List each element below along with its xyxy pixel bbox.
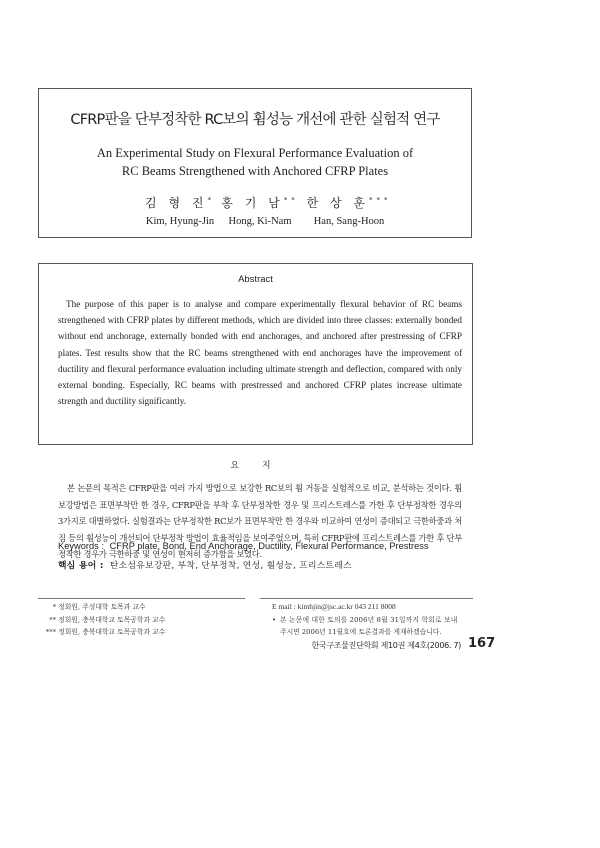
author-3-name-ko: 한 상 훈 bbox=[306, 196, 369, 210]
author-2-mark: ** bbox=[283, 196, 299, 204]
abstract-body: The purpose of this paper is to analyse and compare experimentally flexural behavior of RC beams strengthened with CFRP plates by different methods, which are divided into three classes: externally bonded without end anchorage, externally bonded with end anchorages, and anchored after prestressing of CFRP plates. Test results show that the RC beams strengthened with end anchorages have the improvement of ductility and flexural performance evaluation including ultimate strength and deflection, compared with only external bonding. Especially, RC beams with prestressed and anchored CFRP plates increase ultimate strength and ductility significantly. bbox=[58, 299, 462, 407]
yoji-heading: 요 지 bbox=[230, 461, 281, 471]
footnotes-left bbox=[38, 601, 248, 639]
note-line-1: 본 논문에 대한 토의를 2006년 8월 31일까지 학회로 보내 bbox=[280, 615, 458, 624]
author-1-name-en: Kim, Hyung-Jin bbox=[145, 216, 215, 227]
keywords-ko-label: 핵심 용어 : bbox=[58, 561, 104, 571]
author-1-name-ko: 김 형 진 bbox=[145, 196, 208, 210]
note-bullet: • bbox=[272, 615, 277, 624]
footnote-3: *** 정회원, 충북대학교 토목공학과 교수 bbox=[45, 628, 166, 636]
note-line-2: 주시면 2006년 11월호에 토론결과를 게재하겠습니다. bbox=[280, 628, 442, 636]
keywords-ko-line bbox=[58, 558, 352, 571]
abstract-heading: Abstract bbox=[238, 274, 273, 285]
yoji-body: 본 논문의 목적은 CFRP판을 여러 가지 방법으로 보강한 RC보의 휨 거동을 실험적으로 비교, 분석하는 것이다. 휨 보강방법은 표면부착만 한 경우, CFRP판을 부착 후 단부정착한 경우 및 프리스트레스를 가한 후 단부정착한 경우의 3가지로 대별하였다. 실험결과는 단부정착한 RC보가 표면부착만 한 경우와 비교하여 연성이 증대되고 극한하중과 처짐 등의 휨성능이 개선되어 단부정착 방법이 효율적임을 보여주었으며, 특히 CFRP판에 프리스트레스를 가한 후 단부정착한 경우가 극한하중 및 연성이 현저히 증가함을 보였다. bbox=[58, 483, 462, 560]
footnote-2: ** 정회원, 충북대학교 토목공학과 교수 bbox=[49, 615, 166, 624]
footnote-1: * 정회원, 주성대학 토목과 교수 bbox=[52, 603, 146, 611]
abstract-text bbox=[58, 296, 462, 409]
footnotes-right bbox=[272, 601, 477, 639]
author-3-name-en: Han, Sang-Hoon bbox=[313, 216, 385, 227]
author-2-name-en: Hong, Ki-Nam bbox=[228, 216, 292, 227]
paper-title-english-line2: RC Beams Strengthened with Anchored CFRP Plates bbox=[121, 164, 389, 178]
journal-footer: 한국구조물진단학회 제10권 제4호(2006. 7) bbox=[311, 641, 461, 650]
keywords-label: Keywords : bbox=[58, 541, 104, 551]
keywords-text: CFRP plate, Bond, End Anchorage, Ductility, Flexural Performance, Prestress bbox=[109, 541, 429, 551]
paper-title-korean: CFRP판을 단부정착한 RC보의 휨성능 개선에 관한 실험적 연구 bbox=[70, 112, 440, 128]
author-1-mark: * bbox=[207, 196, 215, 204]
author-3-mark: *** bbox=[368, 196, 392, 204]
author-3 bbox=[294, 194, 404, 227]
footnote-rule-left bbox=[38, 598, 245, 599]
page-number: 167 bbox=[468, 636, 496, 651]
email-line: E mail : kimhjin@jsc.ac.kr 043 211 8008 bbox=[272, 602, 396, 611]
author-2-name-ko: 홍 기 남 bbox=[221, 196, 284, 210]
discussion-note bbox=[272, 614, 477, 639]
keywords-line bbox=[58, 541, 429, 551]
footnote-rule-right bbox=[260, 598, 473, 599]
keywords-ko-text: 탄소섬유보강판, 부착, 단부정착, 연성, 휨성능, 프리스트레스 bbox=[109, 561, 352, 571]
paper-title-english-line1: An Experimental Study on Flexural Performance Evaluation of bbox=[96, 146, 414, 160]
